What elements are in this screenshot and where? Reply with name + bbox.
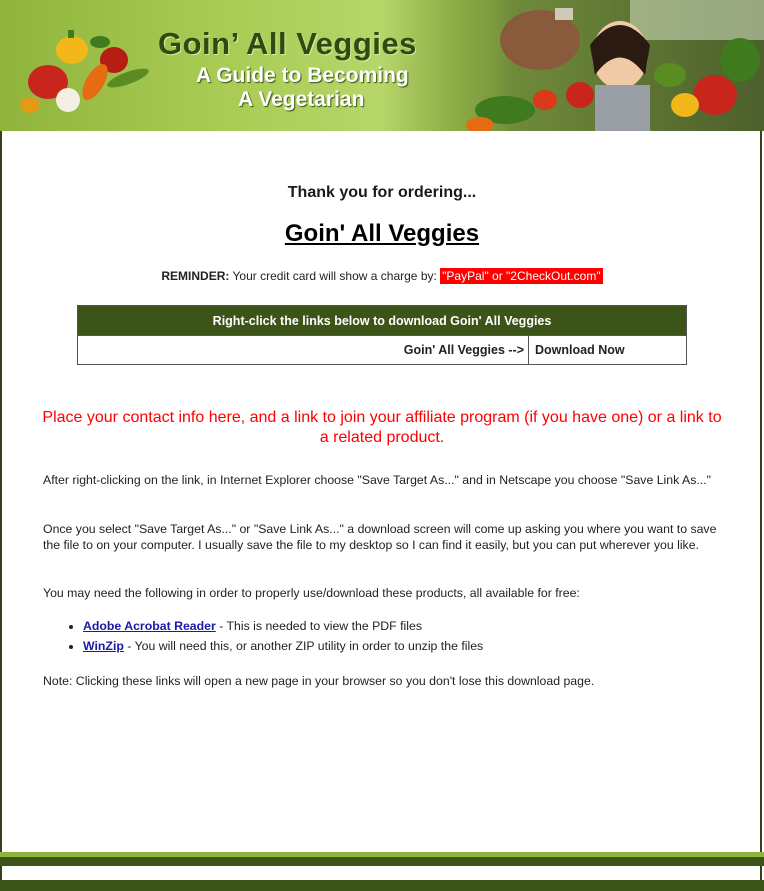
header-banner: [0, 0, 764, 131]
winzip-link[interactable]: WinZip: [83, 639, 124, 653]
site-subtitle-line2: A Vegetarian: [238, 88, 365, 111]
list-item: [83, 636, 483, 656]
resource-description: - This is needed to view the PDF files: [215, 619, 422, 633]
resource-list: [43, 616, 483, 656]
charge-notice: "PayPal" or "2CheckOut.com": [442, 269, 601, 283]
reminder-text: Your credit card will show a charge by:: [232, 269, 437, 283]
table-row: [78, 336, 687, 365]
affiliate-placeholder-text: Place your contact info here, and a link to join your affiliate program (if you have one) or a link to a related product.: [42, 409, 722, 446]
download-table: [77, 305, 687, 365]
site-title: Goin’ All Veggies: [158, 26, 417, 61]
download-now-link[interactable]: Download Now: [529, 336, 687, 365]
product-title: Goin' All Veggies: [284, 220, 480, 247]
market-photo-image: [430, 0, 764, 131]
instructions-paragraph-2: Once you select "Save Target As..." or "Save Link As..." a download screen will come up asking you where you want to save the file to on your computer. I usually save the file to my desktop so I can find it easily, but you can put wherever you like.: [43, 522, 717, 552]
footer-band-dark: [0, 857, 764, 866]
instructions-paragraph-1: After right-clicking on the link, in Internet Explorer choose "Save Target As..." and in Netscape you choose "Save Link As...": [43, 473, 711, 487]
resource-description: - You will need this, or another ZIP utility in order to unzip the files: [123, 639, 484, 653]
reminder-line: [0, 269, 764, 283]
requirements-paragraph: You may need the following in order to properly use/download these products, all available for free:: [43, 586, 580, 600]
note-paragraph: Note: Clicking these links will open a new page in your browser so you don't lose this download page.: [43, 674, 595, 688]
footer-band-bottom: [0, 880, 764, 891]
download-table-header: Right-click the links below to download Goin' All Veggies: [78, 306, 687, 336]
list-item: [83, 616, 483, 636]
site-subtitle-line1: A Guide to Becoming: [196, 64, 409, 87]
vegetables-left-image: [10, 20, 160, 120]
reminder-label: REMINDER:: [161, 269, 230, 283]
adobe-acrobat-reader-link[interactable]: Adobe Acrobat Reader: [83, 619, 216, 633]
thank-you-heading: Thank you for ordering...: [287, 184, 477, 201]
download-item-name: Goin' All Veggies -->: [78, 336, 529, 365]
